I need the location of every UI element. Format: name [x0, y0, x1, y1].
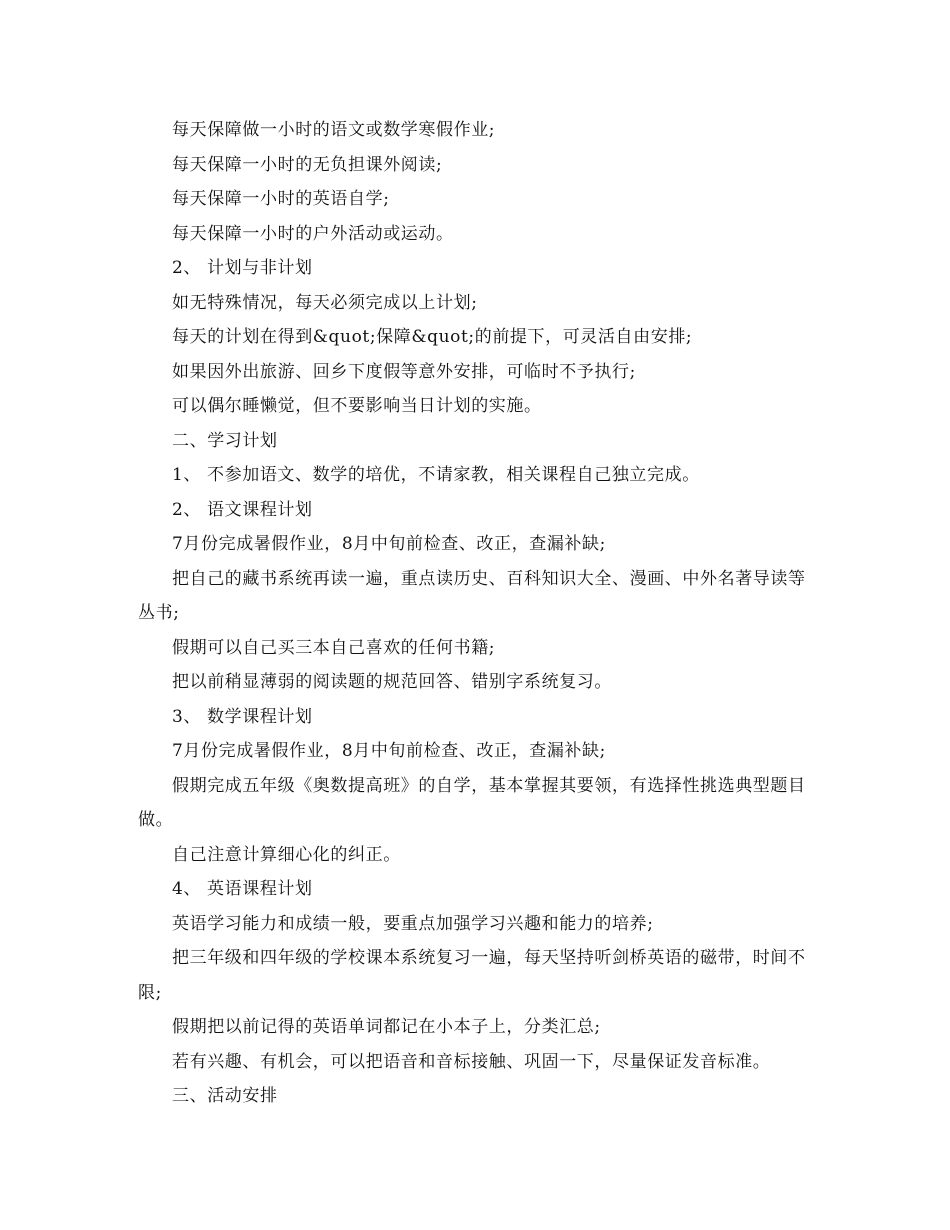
paragraph: 每天的计划在得到&quot;保障&quot;的前提下，可灵活自由安排; [172, 327, 693, 347]
paragraph: 把以前稍显薄弱的阅读题的规范回答、错别字系统复习。 [172, 672, 612, 692]
paragraph: 如果因外出旅游、回乡下度假等意外安排，可临时不予执行; [172, 361, 636, 382]
section-heading: 3、 数学课程计划 [172, 706, 313, 727]
paragraph: 7月份完成暑假作业，8月中旬前检查、改正，查漏补缺; [172, 741, 606, 761]
paragraph: 假期把以前记得的英语单词都记在小本子上，分类汇总; [172, 1017, 601, 1037]
paragraph: 每天保障一小时的无负担课外阅读; [172, 154, 443, 175]
paragraph: 每天保障做一小时的语文或数学寒假作业; [172, 120, 496, 140]
paragraph: 1、 不参加语文、数学的培优，不请家教，相关课程自己独立完成。 [172, 465, 700, 485]
paragraph: 若有兴趣、有机会，可以把语音和音标接触、巩固一下，尽量保证发音标准。 [172, 1051, 771, 1072]
paragraph: 自己注意计算细心化的纠正。 [172, 844, 401, 865]
paragraph: 英语学习能力和成绩一般，要重点加强学习兴趣和能力的培养; [172, 913, 654, 934]
paragraph: 每天保障一小时的户外活动或运动。 [172, 223, 454, 244]
section-heading: 二、学习计划 [172, 430, 278, 451]
paragraph: 7月份完成暑假作业，8月中旬前检查、改正，查漏补缺; [172, 534, 606, 554]
section-heading: 4、 英语课程计划 [172, 879, 313, 899]
paragraph: 把三年级和四年级的学校课本系统复习一遍，每天坚持听剑桥英语的磁带，时间不限; [138, 948, 806, 1003]
paragraph: 每天保障一小时的英语自学; [172, 189, 390, 209]
paragraph: 假期完成五年级《奥数提高班》的自学，基本掌握其要领，有选择性挑选典型题目做。 [138, 775, 806, 830]
document-body [138, 113, 818, 1114]
paragraph: 假期可以自己买三本自己喜欢的任何书籍; [172, 637, 496, 658]
section-heading: 三、活动安排 [172, 1086, 278, 1106]
paragraph: 把自己的藏书系统再读一遍，重点读历史、百科知识大全、漫画、中外名著导读等丛书; [138, 568, 806, 623]
section-heading: 2、 语文课程计划 [172, 499, 313, 520]
paragraph: 如无特殊情况，每天必须完成以上计划; [172, 292, 478, 313]
paragraph: 可以偶尔睡懒觉，但不要影响当日计划的实施。 [172, 396, 542, 416]
section-heading: 2、 计划与非计划 [172, 258, 313, 278]
